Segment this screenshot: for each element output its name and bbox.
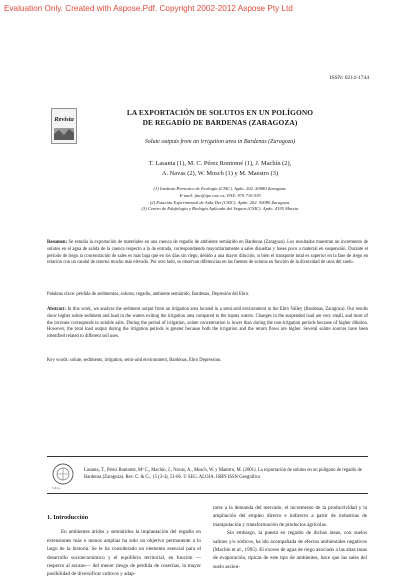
column-left	[47, 514, 201, 579]
palabras-clave: Palabras clave: pérdida de sedimentos, solutos, regadío, ambiente semiárido, Bardenas, Depresión del Ebro.	[47, 292, 250, 297]
resumen-block	[47, 240, 368, 267]
seg-logo-caption: S.E.G.	[52, 486, 61, 490]
journal-logo-icon	[51, 108, 77, 144]
abstract-label: Abstract:	[47, 307, 67, 312]
resumen-text: Se estudia la exportación de materiales en una cuenca de regadío de ambiente semiárido en Bardenas (Zaragoza). Los resultados muestran un incremento de solutos en el agua de salida de la cuenca respecto a la de entrada, correspondiendo mayoritariamente a sales disueltas y bases poco a material en suspensión. Durante el periodo de riego la concentración de sales es más baja que en los días sin riego, debido a una mayor dilución, si bien el transporte total es superior en la fase de riego en relación con un caudal de retorno mucho más elevado. Por otro lado, se observan diferencias en las fuentes de solutos en función de la diversidad de usos del suelo.	[47, 240, 368, 266]
citation-text: Lasanta, T., Pérez Rontomé, Mª C., Machín, J., Navas, A., Mosch, W. y Maestro, M. (2001). La exportación de solutos en un polígono de regadío de Bardenas (Zaragoza). Rev. C. & G., 15 (3-4), 51-66. © SEG. ALOJA. ISBN ISSN Geográfica	[84, 468, 362, 480]
section-heading: 1. Introducción	[47, 514, 89, 521]
journal-logo-text: Revista	[54, 116, 74, 123]
divider-bottom	[47, 493, 368, 494]
affiliation-line: (3) Centro de Edafología y Biología Aplicada del Segura (CSIC). Apdo. 4195 Murcia	[141, 206, 299, 212]
resumen-label: Resumen:	[47, 240, 68, 245]
paper-title	[85, 108, 355, 128]
issn-label: ISSN: 0214-1744	[329, 75, 369, 81]
body-paragraph: En ambientes áridos y semiáridos la implantación del regadío en extensiones más o menos amplias ha sido un objetivo permanente a lo largo de la historia. Se le ha considerado un elemento esencial para el desarrollo socioeconómico y el equilibrio territorial, en función —respecto al secano— del menor riesgo de pérdida de cosechas, la mayor posibilidad de diversificar cultivos y adap-	[47, 529, 201, 578]
title-line: LA EXPORTACIÓN DE SOLUTOS EN UN POLÍGONO	[126, 108, 314, 117]
author-line: T. Lasanta (1), M. C. Pérez Rontomé (1), J. Machín (2),	[148, 160, 292, 167]
abstract-block	[47, 307, 368, 341]
affiliation-line: (2) Estación Experimental de Aula Dei (CSIC). Apdo. 202. 50080 Zaragoza.	[149, 199, 291, 205]
seg-logo-icon	[52, 463, 74, 485]
watermark-text: Evaluation Only. Created with Aspose.Pdf. Copyright 2002-2012 Aspose Pty Ltd	[4, 4, 293, 13]
body-paragraph: Sin embargo, la puesta en regadío de dichas áreas, con suelos salinos y/o sódicos, ha ido acompañada de efectos ambientales negativos (Machín et al., 1995). El exceso de agua de riego asociado a las altas tasas de evaporación, típicas de este tipo de ambientes, hace que las sales del suelo ascien-	[213, 530, 367, 570]
affiliations	[85, 186, 355, 213]
column-right	[213, 504, 367, 571]
affiliation-line: (1) Instituto Pirenaico de Ecología (CSIC). Apdo. 202. 50080 Zaragoza.	[153, 186, 287, 191]
paper-subtitle: Solute outputs from an irrigation area in Bardenas (Zaragoza)	[144, 139, 296, 145]
title-line: DE REGADÍO DE BARDENAS (ZARAGOZA)	[142, 118, 298, 127]
abstract-text: In this work, we analyze the sediment output from an irrigation area located in a semi-arid environment in the Ebro Valley (Bardenas, Zaragoza). Our results show higher solute sediment and load in the waters exiting the irrigation area compared to the inputs waters. Changes in the suspended load are very small, and most of the increase corresponds to soluble salts. During the period of irrigation, solute concentration is lower than during the non-irrigation periods because of higher dilution. However, the total load output during the irrigation periods is greater because both the irrigation and the return flows are higher. Several solute sources have been identified related to different soil uses.	[47, 307, 369, 340]
keywords: Key words: solute, sediments, irrigation, semi-arid environment, Bardenas, Ebro Depression.	[47, 358, 222, 363]
divider-top	[47, 456, 368, 457]
affiliation-line: E-mail: fmc@ipe.csic.es; FAX: 976 716 019	[179, 192, 261, 198]
author-line: A. Navas (2), W. Mosch (1) y M. Maestro (3)	[161, 170, 279, 177]
author-list	[85, 159, 355, 179]
body-paragraph: tarse a la demanda del mercado, el incremento de la productividad y la ampliación del empleo directo e indirecto a partir de industrias de manipulación y transformación de productos agrícolas.	[213, 505, 367, 528]
